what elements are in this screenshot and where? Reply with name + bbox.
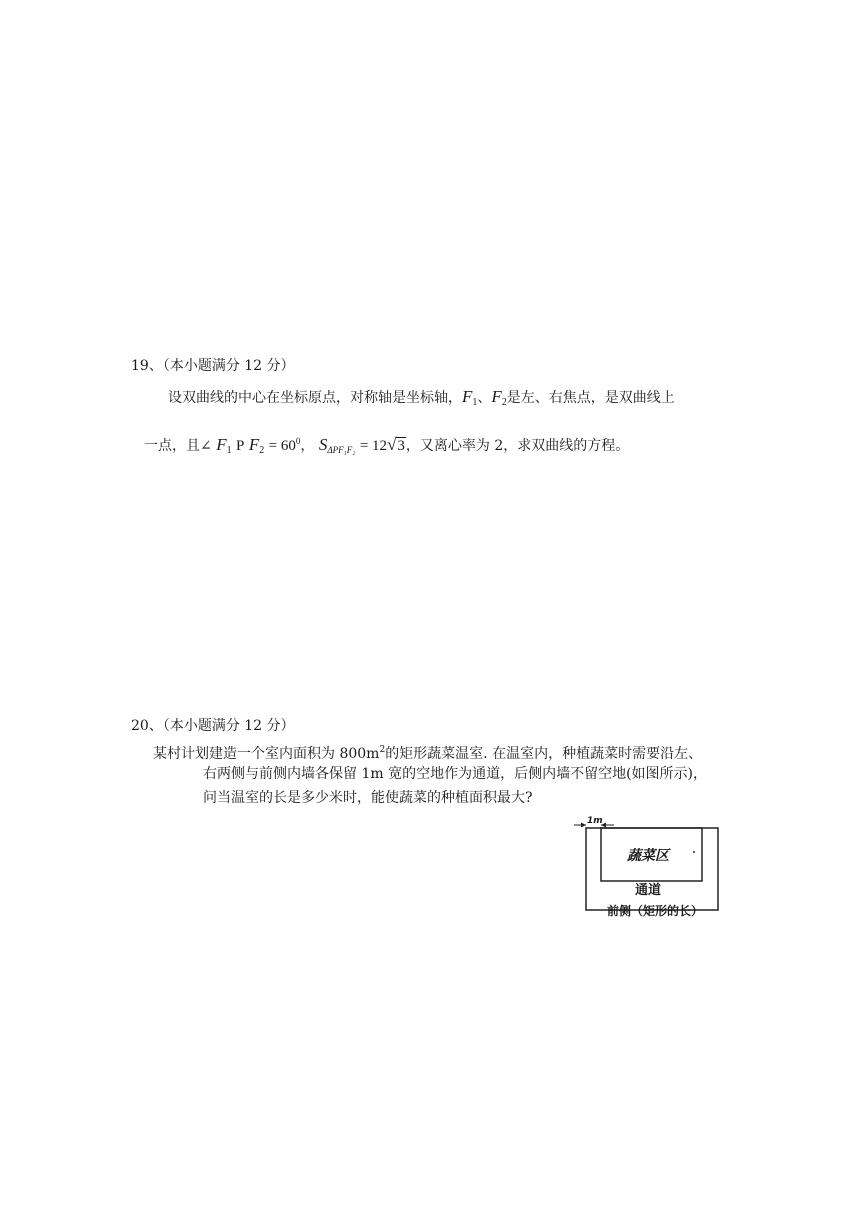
q19-header: 19、（本小题满分 12 分） <box>131 358 295 374</box>
q20-line2: 右两侧与前侧内墙各保留 1m 宽的空地作为通道，后侧内墙不留空地(如图所示)， <box>203 766 708 782</box>
f1-symbol: $F_1$ <box>462 387 478 408</box>
area-value: = 12√3 <box>359 435 405 454</box>
q19-line1-text-b: 是左、右焦点，是双曲线上 <box>506 390 675 406</box>
dim-label: 1m <box>587 816 603 826</box>
q19-line2 <box>144 432 629 460</box>
front-side-label: 前侧（矩形的长） <box>607 904 704 918</box>
vegetable-zone-label: 蔬菜区 <box>627 848 669 864</box>
q19-line1-text-a: 设双曲线的中心在坐标原点，对称轴是坐标轴， <box>168 390 462 406</box>
angle-f2: $F_2$ <box>248 435 265 456</box>
q19-line2-text-a: 一点，且∠ <box>144 438 212 454</box>
greenhouse-figure <box>566 814 736 928</box>
q20-header: 20、（本小题满分 12 分） <box>131 718 295 734</box>
q19-line2-text-b: ，又离心率为 2，求双曲线的方程。 <box>405 438 630 454</box>
q19-line1 <box>168 388 675 412</box>
q19-comma: ， <box>300 438 315 454</box>
angle-f1: $F_1$ <box>216 435 232 456</box>
aisle-label: 通道 <box>635 883 662 898</box>
f2-symbol: $F_2$ <box>491 387 507 408</box>
stray-dot <box>693 851 695 853</box>
angle-value: = $60^0$ <box>268 436 301 454</box>
angle-p: P <box>236 438 245 454</box>
q19-separator: 、 <box>477 390 492 406</box>
dim-arrowhead-left <box>581 823 586 828</box>
q20-line1: 某村计划建造一个室内面积为 $800m^2$的矩形蔬菜温室. 在温室内，种植蔬菜时需要沿左、 <box>153 745 703 762</box>
q20-line3: 问当温室的长是多少米时，能使蔬菜的种植面积最大? <box>203 790 533 806</box>
area-symbol: $S_{\Delta PF_1F_2}$ <box>318 435 356 455</box>
